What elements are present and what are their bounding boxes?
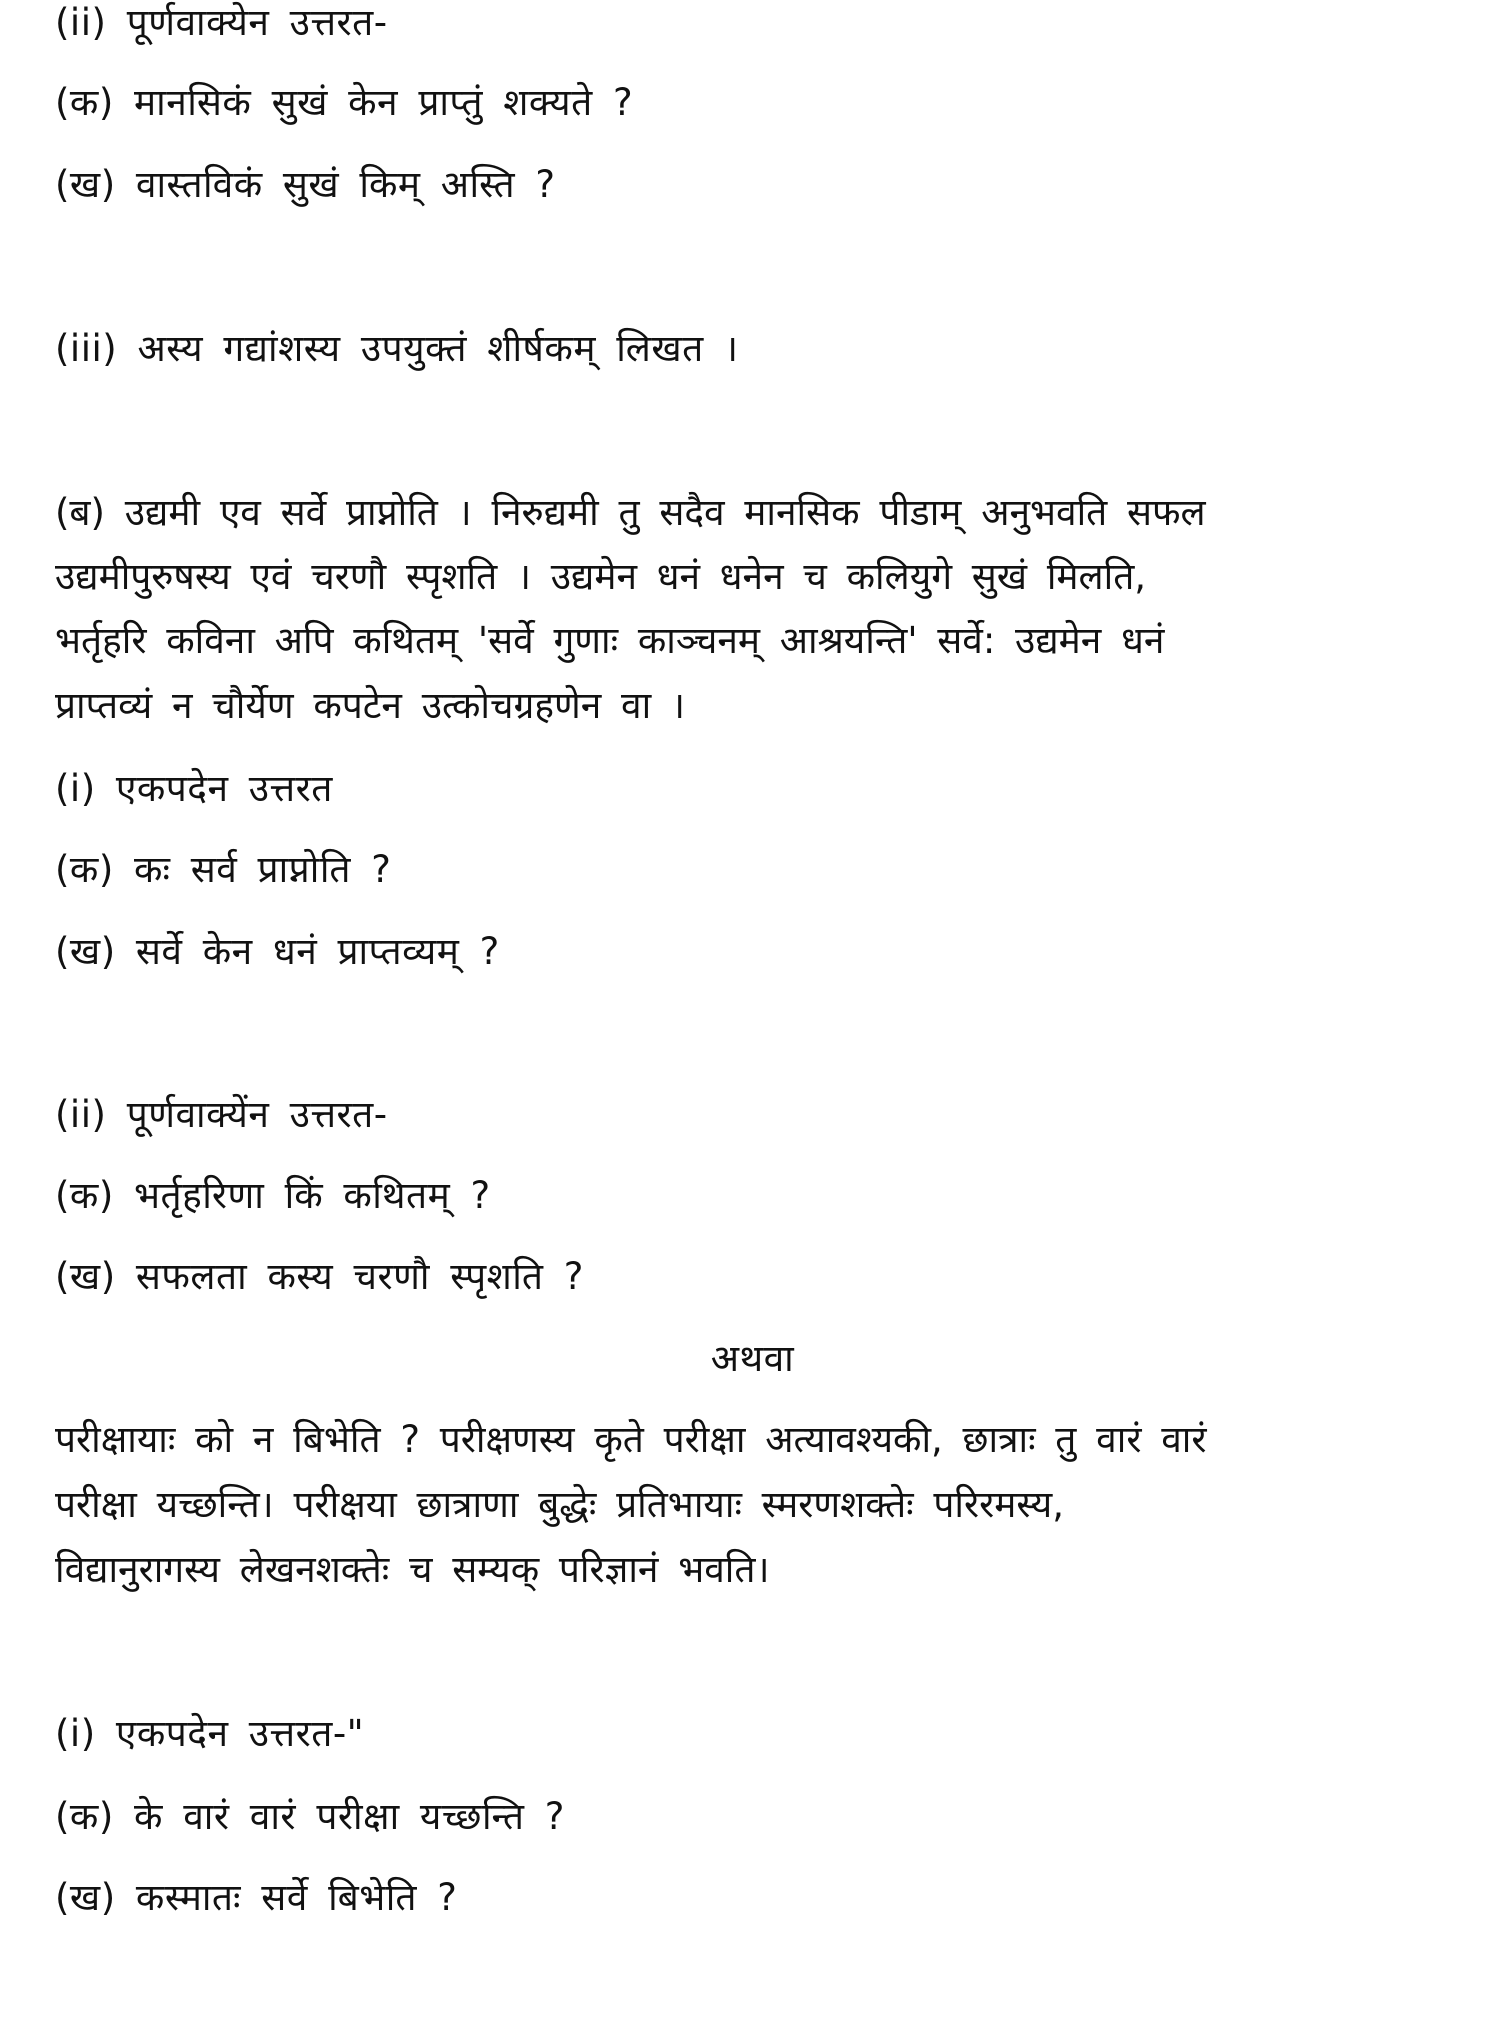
or-separator-label: अथवा [710,1337,795,1380]
passage-line: विद्यानुरागस्य लेखनशक्तेः च सम्यक् परिज्ञानं भवति। [55,1548,770,1591]
passage-line: भर्तृहरि कविना अपि कथितम् 'सर्वे गुणाः काञ्चनम् आश्रयन्ति' सर्वे: उद्यमेन धनं [55,619,1165,662]
question-item-kha: (ख) कस्मातः सर्वे बिभेति ? [55,1876,458,1919]
question-item-kha: (ख) सर्वे केन धनं प्राप्तव्यम् ? [55,930,500,973]
passage-line: परीक्षायाः को न बिभेति ? परीक्षणस्य कृते परीक्षा अत्यावश्यकी, छात्राः तु वारं वारं [55,1418,1207,1461]
passage-line: उद्यमीपुरुषस्य एवं चरणौ स्पृशति । उद्यमेन धनं धनेन च कलियुगे सुखं मिलति, [55,555,1147,598]
question-heading-i: (i) एकपदेन उत्तरत-" [55,1712,365,1755]
question-item-ka: (क) के वारं वारं परीक्षा यच्छन्ति ? [55,1795,565,1838]
question-item-ka: (क) भर्तृहरिणा किं कथितम् ? [55,1174,491,1217]
question-heading-ii: (ii) पूर्णवाक्येंन उत्तरत- [55,1093,388,1136]
passage-line: परीक्षा यच्छन्ति। परीक्षया छात्राणा बुद्धेः प्रतिभायाः स्मरणशक्तेः परिरमस्य, [55,1483,1065,1526]
passage-line: प्राप्तव्यं न चौर्येण कपटेन उत्कोचग्रहणेन वा । [55,684,685,727]
question-item-ka: (क) कः सर्व प्राप्नोति ? [55,848,392,891]
passage-line: (ब) उद्यमी एव सर्वे प्राप्नोति । निरुद्यमी तु सदैव मानसिक पीडाम् अनुभवति सफल [55,491,1206,534]
question-item-kha: (ख) सफलता कस्य चरणौ स्पृशति ? [55,1255,584,1298]
question-item-kha: (ख) वास्तविकं सुखं किम् अस्ति ? [55,163,556,206]
question-heading-ii: (ii) पूर्णवाक्येन उत्तरत- [55,1,388,44]
question-heading-iii: (iii) अस्य गद्यांशस्य उपयुक्तं शीर्षकम् लिखत । [55,327,739,370]
question-item-ka: (क) मानसिकं सुखं केन प्राप्तुं शक्यते ? [55,81,634,124]
question-heading-i: (i) एकपदेन उत्तरत [55,767,333,810]
or-separator [0,1333,1505,1385]
